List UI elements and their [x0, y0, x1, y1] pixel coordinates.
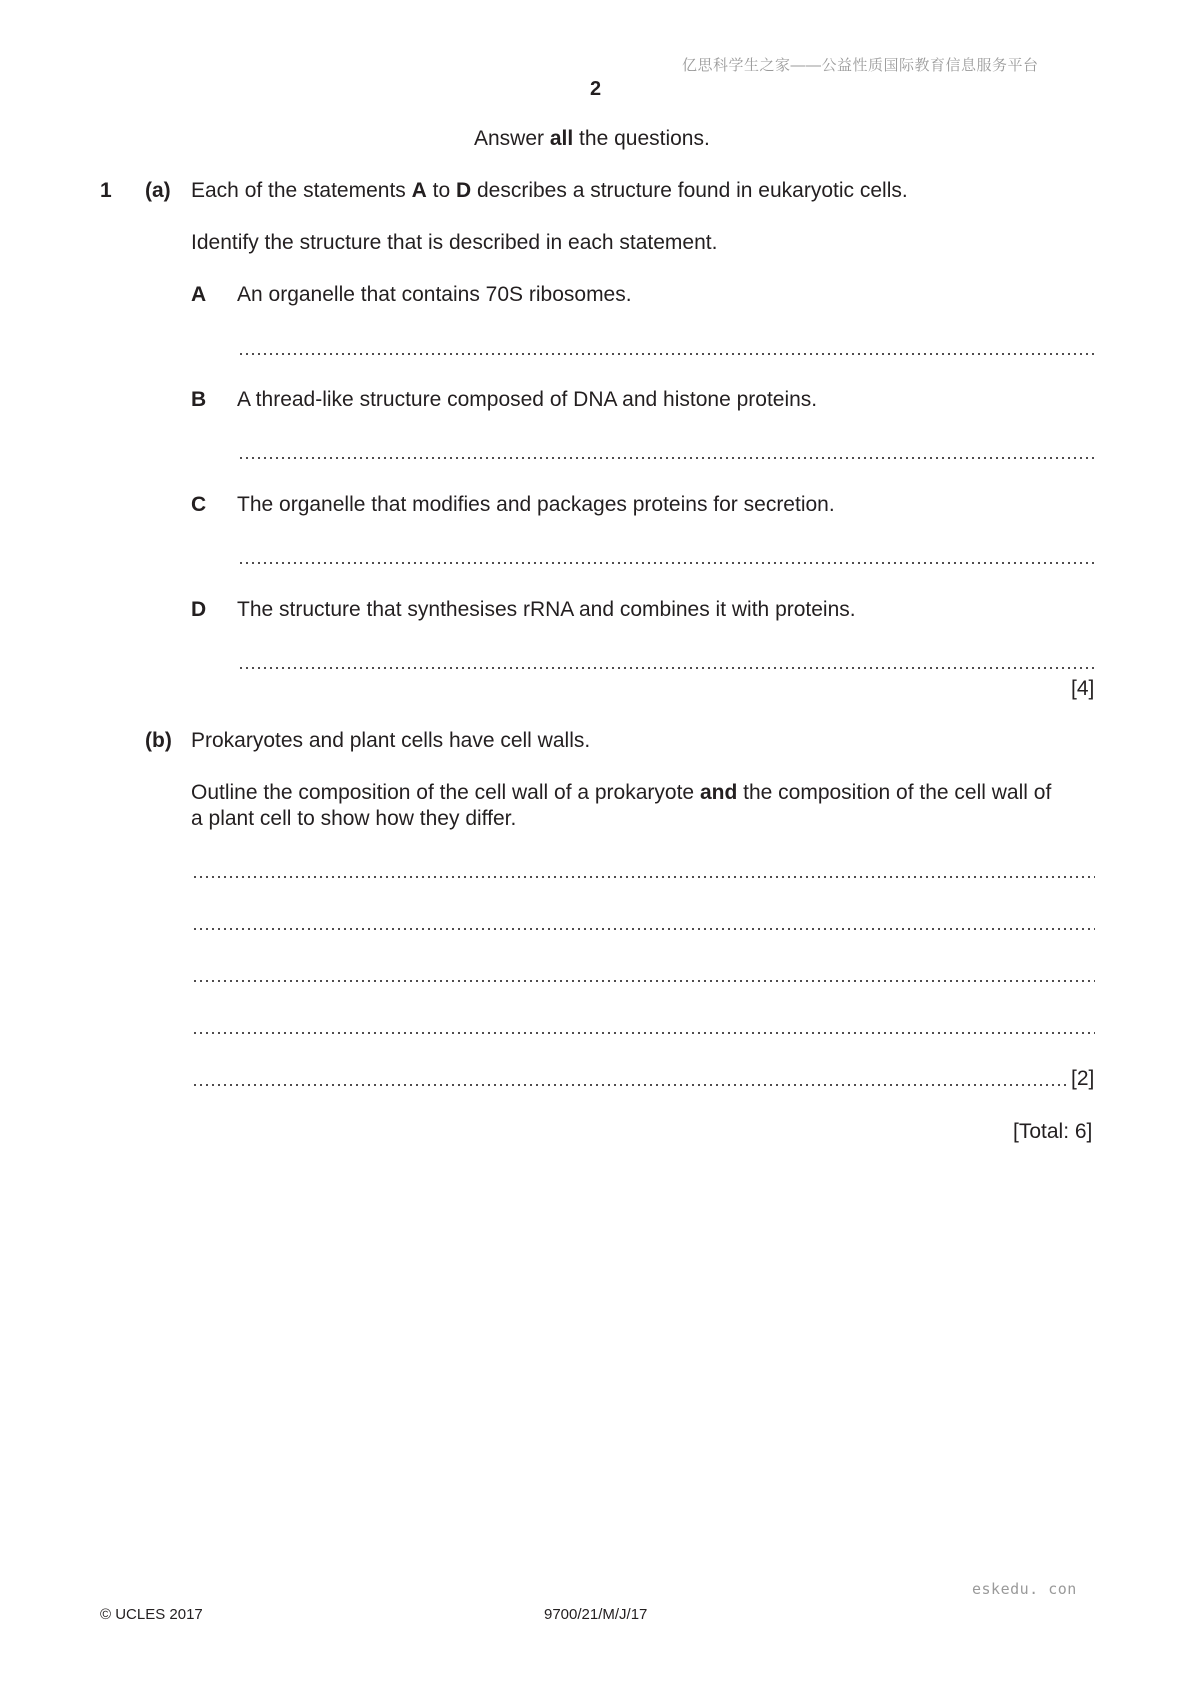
part-a-instruction: Identify the structure that is described in each statement. — [191, 231, 718, 254]
part-b-instruction-line2: a plant cell to show how they differ. — [191, 807, 517, 830]
part-a-label: (a) — [145, 179, 171, 202]
statement-letter: A — [191, 283, 207, 306]
part-a-marks: [4] — [1071, 677, 1095, 700]
part-b-marks: [2] — [1071, 1067, 1095, 1090]
statement-text: An organelle that contains 70S ribosomes. — [237, 283, 632, 306]
page-number: 2 — [590, 78, 602, 100]
top-watermark: 亿思科学生之家——公益性质国际教育信息服务平台 — [682, 57, 1039, 74]
answer-line-b2[interactable] — [192, 928, 1095, 930]
question-total: [Total: 6] — [1013, 1120, 1093, 1143]
answer-line-b4[interactable] — [192, 1032, 1095, 1034]
statement-letter: C — [191, 493, 207, 516]
answer-all-instruction: Answer all the questions. — [474, 127, 710, 150]
question-number: 1 — [100, 179, 112, 202]
statement-text: The organelle that modifies and packages proteins for secretion. — [237, 493, 835, 516]
footer-paper-code: 9700/21/M/J/17 — [544, 1606, 648, 1623]
statement-letter: D — [191, 598, 207, 621]
answer-line-b3[interactable] — [192, 980, 1095, 982]
part-b-label: (b) — [145, 729, 172, 752]
bottom-watermark: eskedu. con — [972, 1580, 1077, 1598]
answer-line-c[interactable] — [238, 562, 1095, 564]
footer-copyright: © UCLES 2017 — [100, 1606, 203, 1623]
answer-line-b[interactable] — [238, 457, 1095, 459]
part-b-intro: Prokaryotes and plant cells have cell walls. — [191, 729, 591, 752]
answer-line-a[interactable] — [238, 353, 1095, 355]
answer-line-b5[interactable] — [192, 1084, 1070, 1086]
answer-line-b1[interactable] — [192, 876, 1095, 878]
part-a-intro: Each of the statements A to D describes a structure found in eukaryotic cells. — [191, 179, 908, 202]
statement-text: A thread-like structure composed of DNA and histone proteins. — [237, 388, 818, 411]
answer-line-d[interactable] — [238, 667, 1095, 669]
part-b-instruction: Outline the composition of the cell wall of a prokaryote and the composition of the cell wall of — [191, 781, 1052, 804]
statement-text: The structure that synthesises rRNA and combines it with proteins. — [237, 598, 856, 621]
statement-letter: B — [191, 388, 207, 411]
